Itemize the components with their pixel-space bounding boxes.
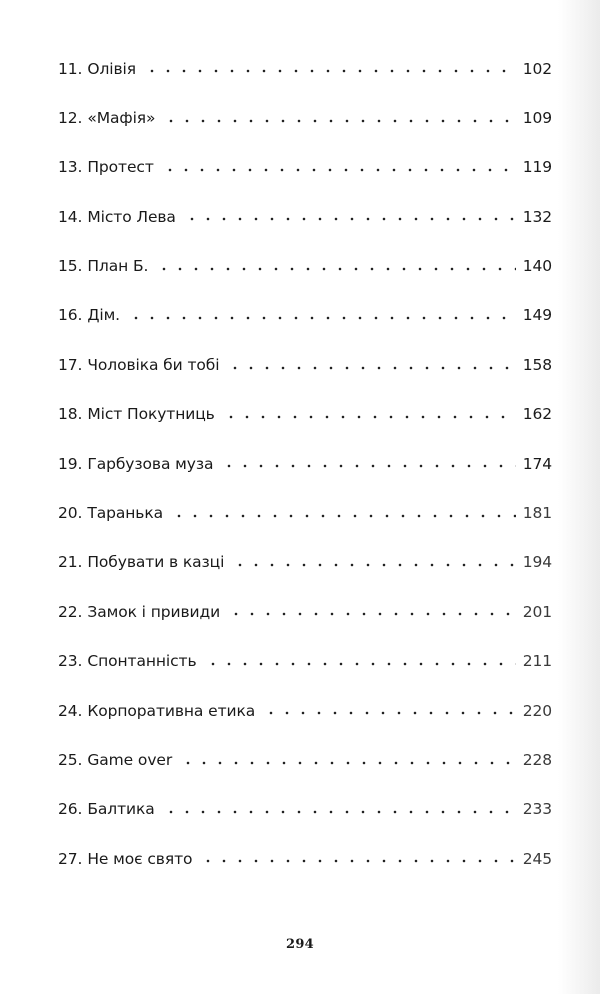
- toc-entry-number: 27.: [58, 850, 87, 868]
- toc-entry-number: 20.: [58, 504, 87, 522]
- dot-leader: [124, 310, 516, 326]
- toc-entry-title: Не моє свято: [87, 850, 196, 868]
- toc-entry-number: 15.: [58, 257, 87, 275]
- toc-entry: [58, 799, 552, 848]
- toc-entry-number: 16.: [58, 306, 87, 324]
- toc-entry-page: 149: [516, 306, 552, 324]
- toc-entry-title: Чоловіка би тобі: [87, 356, 223, 374]
- toc-entry-title: «Мафія»: [87, 109, 159, 127]
- dot-leader: [224, 607, 516, 623]
- toc-entry-title: Game over: [87, 751, 176, 769]
- toc-entry-title: Замок і привиди: [87, 603, 224, 621]
- toc-entry-page: 102: [516, 60, 552, 78]
- toc-entry-number: 24.: [58, 702, 87, 720]
- toc-entry-page: 162: [516, 405, 552, 423]
- dot-leader: [223, 360, 516, 376]
- toc-entry-page: 201: [516, 603, 552, 621]
- dot-leader: [219, 409, 516, 425]
- toc-entry: [58, 305, 552, 354]
- dot-leader: [228, 557, 516, 573]
- toc-entry-page: 228: [516, 751, 552, 769]
- toc-entry-page: 233: [516, 800, 552, 818]
- toc-entry-page: 140: [516, 257, 552, 275]
- toc-entry: [58, 503, 552, 552]
- toc-entry: [58, 58, 552, 107]
- toc-entry-page: 211: [516, 652, 552, 670]
- toc-entry-page: 119: [516, 158, 552, 176]
- toc-entry: [58, 107, 552, 156]
- toc-entry-number: 18.: [58, 405, 87, 423]
- dot-leader: [259, 706, 516, 722]
- toc-entry-page: 132: [516, 208, 552, 226]
- toc-entry-title: Побувати в казці: [87, 553, 228, 571]
- toc-entry-title: Корпоративна етика: [87, 702, 259, 720]
- toc-entry-number: 19.: [58, 455, 87, 473]
- toc-entry-number: 22.: [58, 603, 87, 621]
- dot-leader: [201, 656, 516, 672]
- toc-entry-title: Олівія: [87, 60, 140, 78]
- toc-entry-number: 11.: [58, 60, 87, 78]
- toc-entry: [58, 354, 552, 403]
- toc-entry-title: Дім.: [87, 306, 124, 324]
- toc-entry-number: 13.: [58, 158, 87, 176]
- dot-leader: [152, 261, 516, 277]
- toc-entry-title: Протест: [87, 158, 157, 176]
- toc-entry: [58, 453, 552, 502]
- toc-entry-page: 174: [516, 455, 552, 473]
- toc-entry-number: 21.: [58, 553, 87, 571]
- toc-entry-title: Спонтанність: [87, 652, 200, 670]
- toc-entry: [58, 601, 552, 650]
- toc-entry: [58, 651, 552, 700]
- toc-entry: [58, 206, 552, 255]
- toc-entry-page: 181: [516, 504, 552, 522]
- toc-entry-number: 12.: [58, 109, 87, 127]
- toc-entry: [58, 256, 552, 305]
- dot-leader: [158, 162, 516, 178]
- toc-entry-title: Місто Лева: [87, 208, 179, 226]
- dot-leader: [196, 854, 516, 870]
- toc-entry: [58, 700, 552, 749]
- toc-entry-page: 109: [516, 109, 552, 127]
- dot-leader: [167, 508, 516, 524]
- toc-entry-number: 23.: [58, 652, 87, 670]
- toc-entry-title: Балтика: [87, 800, 158, 818]
- toc-entry-number: 26.: [58, 800, 87, 818]
- toc-entry-number: 14.: [58, 208, 87, 226]
- toc-entry-number: 17.: [58, 356, 87, 374]
- toc-entry: [58, 749, 552, 798]
- toc-entry-page: 158: [516, 356, 552, 374]
- toc-entry: [58, 404, 552, 453]
- dot-leader: [140, 63, 516, 79]
- toc-entry-page: 194: [516, 553, 552, 571]
- toc-entry-title: Міст Покутниць: [87, 405, 218, 423]
- toc-entry-page: 245: [516, 850, 552, 868]
- toc-entry: [58, 552, 552, 601]
- toc-entry: [58, 157, 552, 206]
- table-of-contents: [58, 58, 552, 898]
- toc-entry-title: План Б.: [87, 257, 152, 275]
- dot-leader: [217, 459, 516, 475]
- toc-entry-number: 25.: [58, 751, 87, 769]
- dot-leader: [159, 113, 516, 129]
- dot-leader: [159, 804, 516, 820]
- toc-entry-title: Таранька: [87, 504, 167, 522]
- toc-entry-page: 220: [516, 702, 552, 720]
- dot-leader: [176, 755, 516, 771]
- page-number: 294: [285, 937, 315, 952]
- toc-entry-title: Гарбузова муза: [87, 455, 217, 473]
- toc-entry: [58, 848, 552, 897]
- dot-leader: [180, 212, 516, 228]
